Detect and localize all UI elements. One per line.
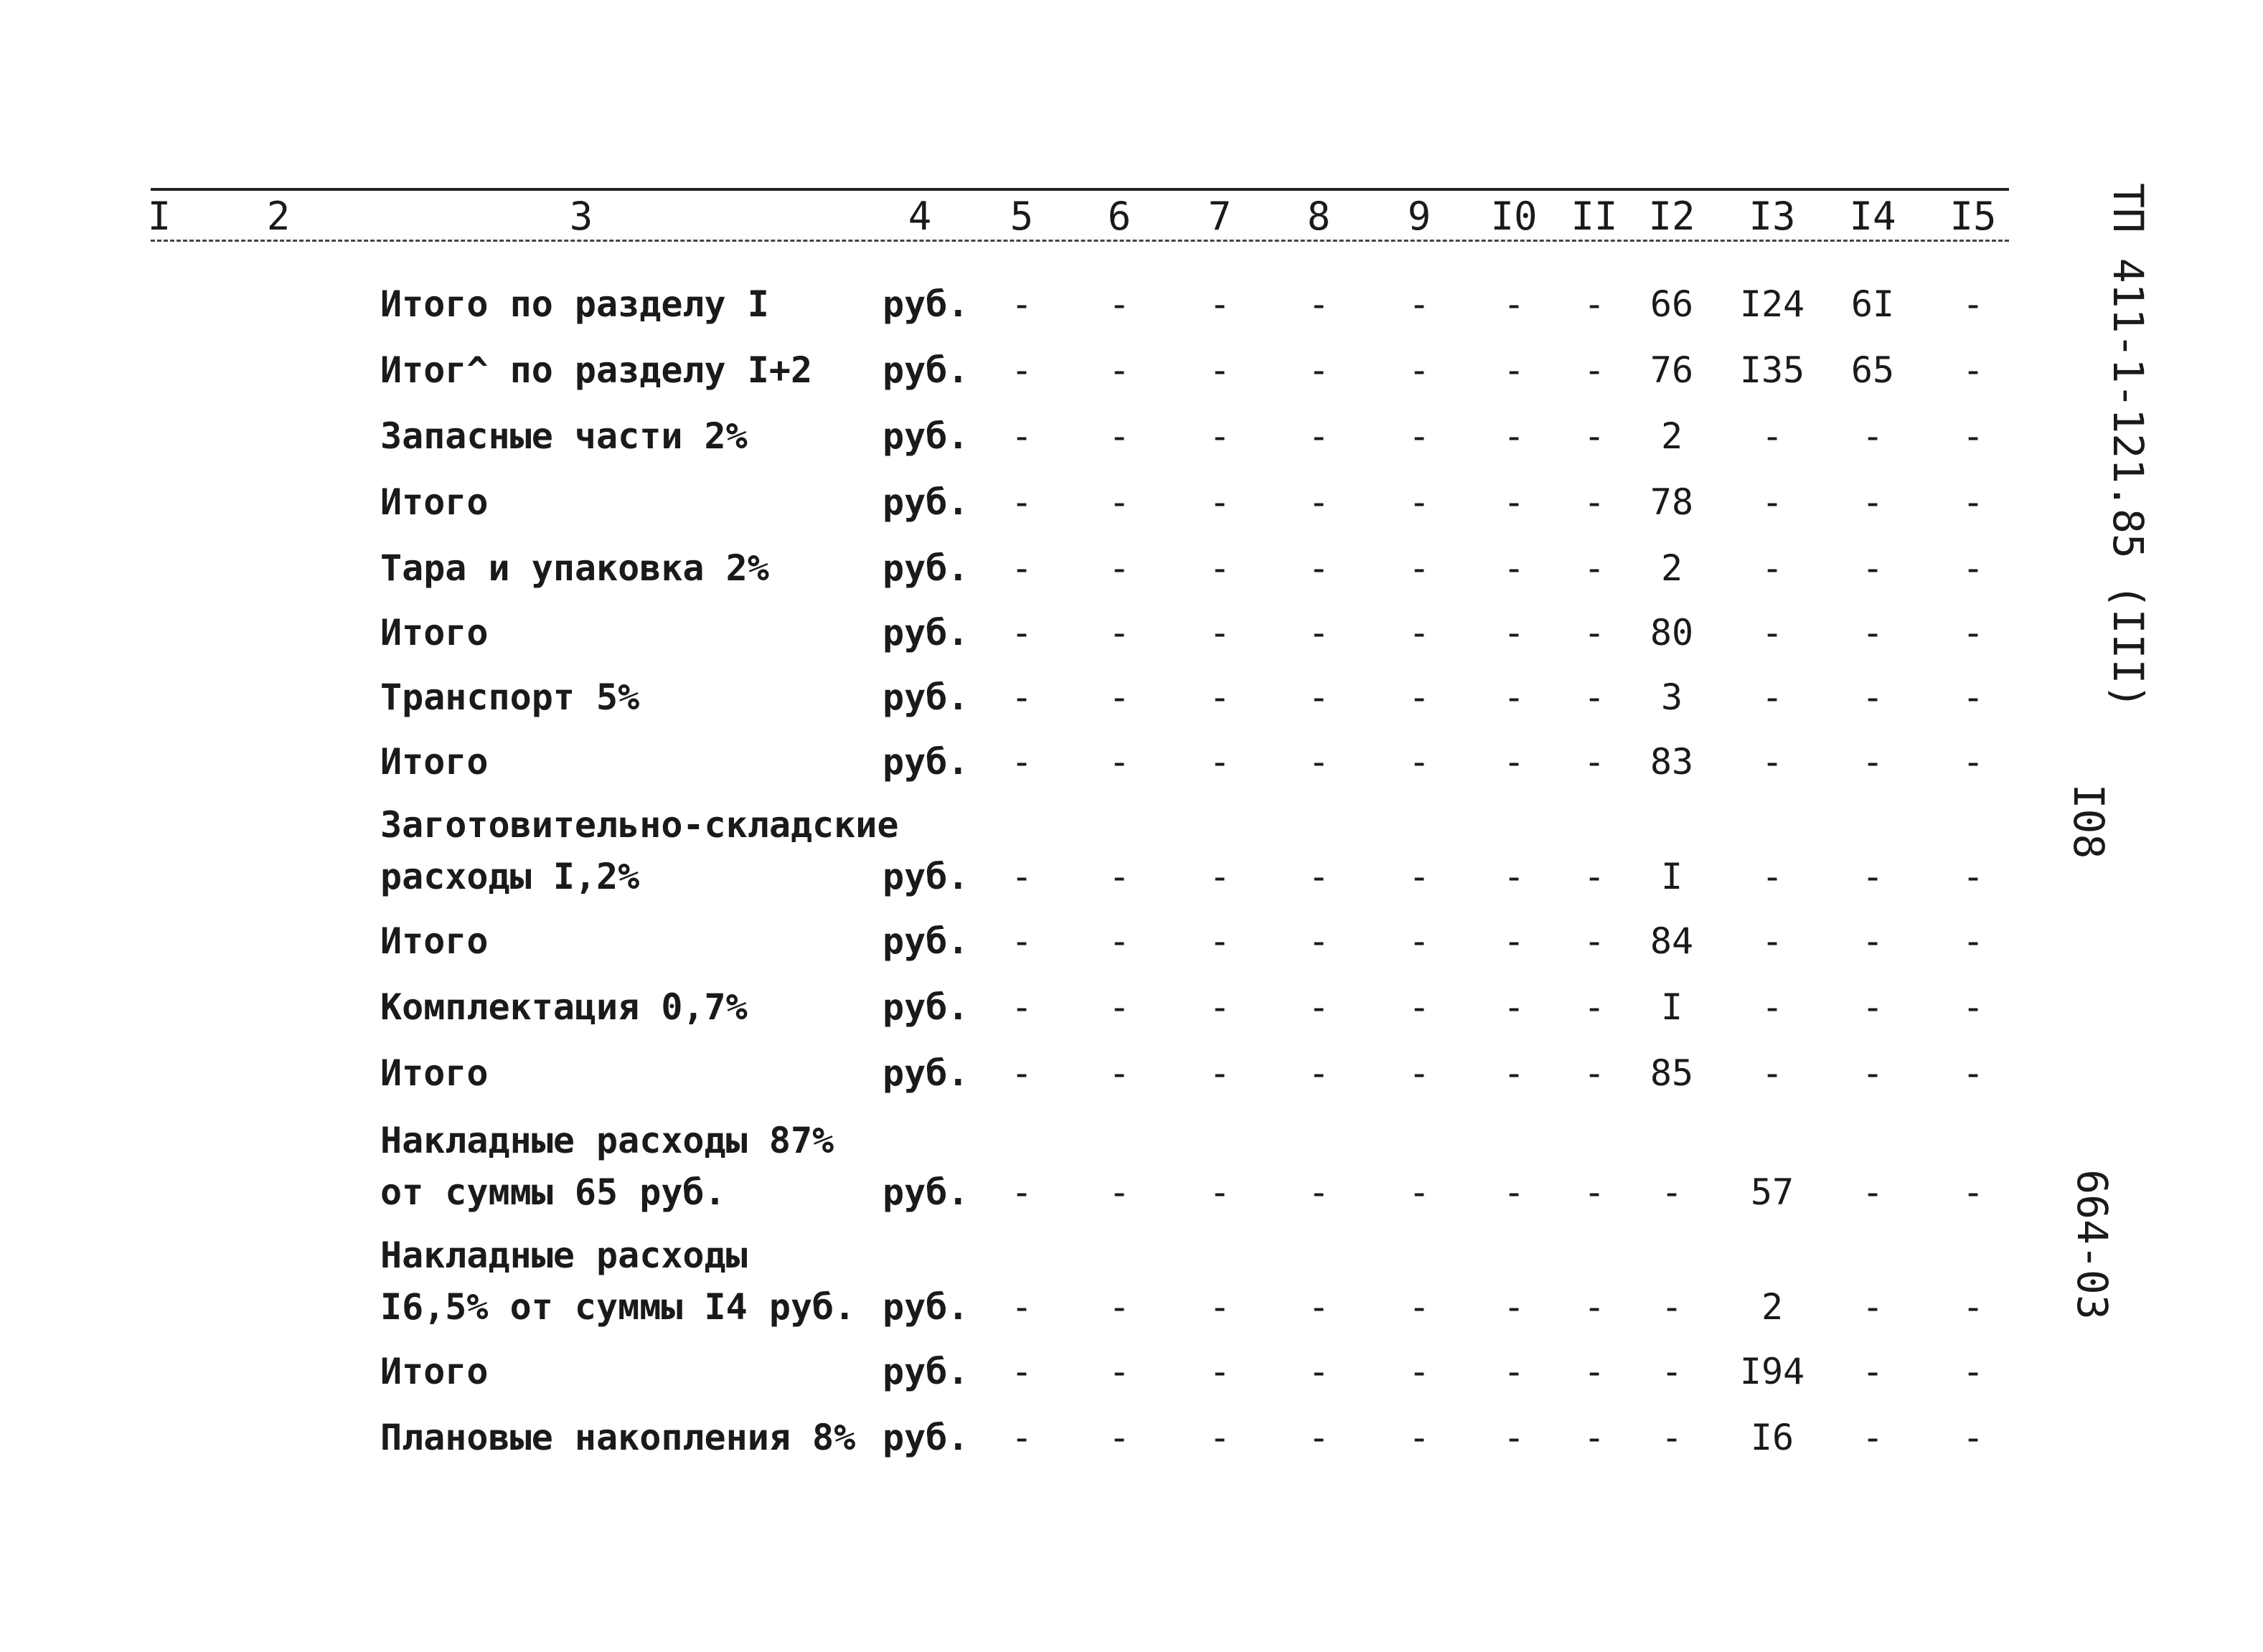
row-value: - [1962, 676, 1985, 718]
row-value: - [1583, 481, 1606, 523]
row-value: - [1307, 415, 1330, 457]
row-value: - [1010, 920, 1033, 962]
column-header: 7 [1208, 194, 1232, 239]
row-value: - [1502, 1417, 1525, 1458]
row-value: 83 [1650, 741, 1694, 783]
row-value: - [1502, 986, 1525, 1028]
row-value: - [1208, 1171, 1231, 1213]
row-label: Накладные расходы 87% [380, 1120, 834, 1161]
row-value: - [1010, 415, 1033, 457]
row-label: Транспорт 5% [380, 676, 640, 718]
row-label: Итого [380, 920, 489, 962]
archive-stamp: 664-03 [2068, 1169, 2117, 1320]
row-value: - [1307, 856, 1330, 897]
row-label: Итог^ по разделу I+2 [380, 349, 813, 391]
row-value: 57 [1750, 1171, 1794, 1213]
row-value: - [1861, 612, 1884, 653]
row-value: - [1861, 676, 1884, 718]
row-value: - [1502, 676, 1525, 718]
row-label: Итого [380, 741, 489, 783]
row-value: - [1208, 1052, 1231, 1094]
row-value: - [1208, 283, 1231, 325]
row-value: - [1408, 1286, 1431, 1328]
row-value: - [1583, 283, 1606, 325]
column-header: I5 [1949, 194, 1997, 239]
row-value: - [1208, 856, 1231, 897]
row-value: - [1861, 481, 1884, 523]
row-value: - [1583, 1417, 1606, 1458]
row-value: - [1010, 856, 1033, 897]
row-value: - [1010, 612, 1033, 653]
row-unit: руб. [883, 1351, 969, 1392]
row-value: - [1861, 415, 1884, 457]
row-value: - [1010, 1351, 1033, 1392]
row-value: - [1502, 1171, 1525, 1213]
row-value: - [1408, 986, 1431, 1028]
row-value: - [1962, 1052, 1985, 1094]
row-value: - [1208, 481, 1231, 523]
row-value: - [1583, 920, 1606, 962]
row-value: - [1861, 986, 1884, 1028]
row-value: - [1108, 676, 1131, 718]
row-value: - [1307, 481, 1330, 523]
row-value: - [1502, 1286, 1525, 1328]
row-value: - [1108, 1417, 1131, 1458]
row-value: - [1408, 612, 1431, 653]
column-header: 9 [1407, 194, 1431, 239]
row-value: - [1408, 547, 1431, 589]
column-header: I0 [1490, 194, 1538, 239]
row-value: - [1208, 986, 1231, 1028]
row-value: - [1010, 986, 1033, 1028]
row-value: - [1502, 1052, 1525, 1094]
row-value: - [1010, 283, 1033, 325]
row-label: Накладные расходы [380, 1235, 748, 1276]
column-header: 6 [1107, 194, 1132, 239]
row-value: - [1861, 1351, 1884, 1392]
row-value: - [1761, 415, 1784, 457]
row-value: - [1408, 920, 1431, 962]
row-value: - [1307, 1171, 1330, 1213]
row-value: - [1502, 283, 1525, 325]
row-unit: руб. [883, 741, 969, 783]
row-value: - [1502, 612, 1525, 653]
row-value: - [1962, 547, 1985, 589]
row-value: - [1208, 612, 1231, 653]
column-header: I3 [1749, 194, 1796, 239]
row-unit: руб. [883, 1052, 969, 1094]
row-unit: руб. [883, 481, 969, 523]
row-unit: руб. [883, 283, 969, 325]
row-value: - [1861, 856, 1884, 897]
row-unit: руб. [883, 415, 969, 457]
row-value: - [1108, 1171, 1131, 1213]
row-value: - [1108, 283, 1131, 325]
row-unit: руб. [883, 1286, 969, 1328]
row-value: - [1208, 741, 1231, 783]
row-value: - [1108, 415, 1131, 457]
row-value: - [1502, 415, 1525, 457]
row-value: - [1408, 1171, 1431, 1213]
row-value: - [1307, 1052, 1330, 1094]
row-value: 66 [1650, 283, 1694, 325]
row-value: - [1861, 1417, 1884, 1458]
row-label: Итого [380, 612, 489, 653]
row-value: - [1761, 986, 1784, 1028]
row-value: - [1962, 856, 1985, 897]
row-value: - [1962, 283, 1985, 325]
row-value: - [1761, 920, 1784, 962]
row-value: - [1583, 1286, 1606, 1328]
row-value: - [1861, 920, 1884, 962]
column-header: I [147, 194, 171, 239]
row-value: - [1208, 676, 1231, 718]
row-value: - [1208, 415, 1231, 457]
row-value: - [1583, 349, 1606, 391]
row-label: Запасные части 2% [380, 415, 748, 457]
row-value: - [1010, 1286, 1033, 1328]
row-value: - [1408, 1417, 1431, 1458]
row-value: - [1761, 856, 1784, 897]
row-value: 76 [1650, 349, 1694, 391]
row-label: Итого по разделу I [380, 283, 769, 325]
row-value: - [1108, 741, 1131, 783]
page-number: I08 [2064, 783, 2113, 859]
row-value: - [1962, 986, 1985, 1028]
row-value: - [1307, 547, 1330, 589]
row-value: 6I [1850, 283, 1895, 325]
row-value: - [1962, 415, 1985, 457]
row-label: расходы I,2% [380, 856, 640, 897]
row-value: - [1010, 1171, 1033, 1213]
row-value: - [1108, 1052, 1131, 1094]
column-header: 5 [1010, 194, 1034, 239]
row-unit: руб. [883, 1417, 969, 1458]
row-value: - [1108, 856, 1131, 897]
row-value: - [1583, 415, 1606, 457]
row-value: - [1307, 986, 1330, 1028]
row-value: - [1010, 741, 1033, 783]
row-value: - [1502, 741, 1525, 783]
document-code: ТП 411-1-121.85 (III) [2104, 183, 2153, 709]
row-value: - [1583, 547, 1606, 589]
row-unit: руб. [883, 547, 969, 589]
row-value: - [1962, 741, 1985, 783]
row-unit: руб. [883, 1171, 969, 1213]
row-value: 85 [1650, 1052, 1694, 1094]
row-value: - [1108, 547, 1131, 589]
row-value: - [1208, 1351, 1231, 1392]
row-value: - [1010, 1052, 1033, 1094]
row-value: - [1861, 1286, 1884, 1328]
row-value: - [1108, 349, 1131, 391]
column-header: 4 [908, 194, 932, 239]
row-value: - [1761, 676, 1784, 718]
row-value: - [1408, 676, 1431, 718]
row-value: - [1408, 856, 1431, 897]
row-value: - [1861, 1052, 1884, 1094]
row-value: 3 [1660, 676, 1683, 718]
row-label: Плановые накопления 8% [380, 1417, 856, 1458]
row-value: - [1761, 481, 1784, 523]
row-value: - [1502, 547, 1525, 589]
column-header: I2 [1648, 194, 1695, 239]
row-value: - [1108, 1351, 1131, 1392]
column-header: 3 [569, 194, 593, 239]
row-value: - [1307, 612, 1330, 653]
row-label: от суммы 65 руб. [380, 1171, 726, 1213]
row-value: - [1583, 856, 1606, 897]
row-value: - [1583, 1351, 1606, 1392]
row-value: 2 [1660, 547, 1683, 589]
row-value: - [1861, 1171, 1884, 1213]
row-value: - [1502, 1351, 1525, 1392]
row-value: - [1962, 481, 1985, 523]
row-value: - [1660, 1417, 1683, 1458]
row-value: I6 [1750, 1417, 1794, 1458]
row-value: - [1307, 920, 1330, 962]
row-value: 80 [1650, 612, 1694, 653]
row-value: - [1208, 547, 1231, 589]
row-value: - [1660, 1351, 1683, 1392]
row-label: Итого [380, 1052, 489, 1094]
row-value: - [1307, 741, 1330, 783]
row-value: - [1307, 1351, 1330, 1392]
row-value: - [1761, 1052, 1784, 1094]
row-value: I35 [1739, 349, 1805, 391]
row-value: - [1307, 283, 1330, 325]
row-value: - [1502, 481, 1525, 523]
table-header-rule [151, 240, 2009, 242]
row-value: - [1208, 920, 1231, 962]
row-value: - [1761, 547, 1784, 589]
row-value: - [1962, 612, 1985, 653]
column-header: I4 [1849, 194, 1896, 239]
row-value: - [1108, 1286, 1131, 1328]
row-value: - [1208, 1417, 1231, 1458]
row-label: Итого [380, 1351, 489, 1392]
row-value: - [1962, 1171, 1985, 1213]
row-value: - [1408, 349, 1431, 391]
row-value: I24 [1739, 283, 1805, 325]
column-header: 8 [1307, 194, 1331, 239]
row-value: - [1208, 349, 1231, 391]
column-header: II [1571, 194, 1618, 239]
row-value: 78 [1650, 481, 1694, 523]
row-value: - [1408, 741, 1431, 783]
row-value: - [1502, 349, 1525, 391]
row-value: - [1861, 547, 1884, 589]
row-value: - [1583, 986, 1606, 1028]
row-value: - [1010, 349, 1033, 391]
row-value: - [1962, 1417, 1985, 1458]
row-label: Тара и упаковка 2% [380, 547, 769, 589]
row-unit: руб. [883, 612, 969, 653]
row-value: - [1108, 481, 1131, 523]
row-label: Заготовительно-складские [380, 804, 899, 846]
row-value: - [1010, 481, 1033, 523]
row-unit: руб. [883, 349, 969, 391]
row-unit: руб. [883, 920, 969, 962]
row-label: Комплектация 0,7% [380, 986, 748, 1028]
row-value: - [1761, 741, 1784, 783]
row-value: - [1502, 856, 1525, 897]
row-value: - [1408, 283, 1431, 325]
row-value: I [1660, 986, 1683, 1028]
row-value: 84 [1650, 920, 1694, 962]
row-unit: руб. [883, 986, 969, 1028]
row-value: - [1583, 1052, 1606, 1094]
row-value: - [1208, 1286, 1231, 1328]
column-header: 2 [266, 194, 291, 239]
row-value: - [1108, 612, 1131, 653]
row-value: I [1660, 856, 1683, 897]
row-value: - [1962, 1286, 1985, 1328]
row-value: - [1010, 676, 1033, 718]
row-value: I94 [1739, 1351, 1805, 1392]
row-value: - [1307, 1417, 1330, 1458]
row-value: - [1962, 349, 1985, 391]
row-value: - [1583, 676, 1606, 718]
row-value: - [1408, 481, 1431, 523]
table-top-rule [151, 188, 2009, 191]
row-unit: руб. [883, 676, 969, 718]
row-value: 65 [1850, 349, 1895, 391]
row-value: - [1761, 612, 1784, 653]
row-value: - [1307, 676, 1330, 718]
row-value: - [1010, 547, 1033, 589]
row-value: - [1962, 920, 1985, 962]
row-value: - [1583, 741, 1606, 783]
row-unit: руб. [883, 856, 969, 897]
row-value: - [1502, 920, 1525, 962]
row-value: - [1660, 1171, 1683, 1213]
row-value: - [1583, 1171, 1606, 1213]
row-value: - [1408, 1351, 1431, 1392]
row-label: I6,5% от суммы I4 руб. [380, 1286, 856, 1328]
row-value: - [1408, 415, 1431, 457]
row-value: 2 [1660, 415, 1683, 457]
row-value: - [1583, 612, 1606, 653]
row-value: - [1660, 1286, 1683, 1328]
row-value: - [1108, 986, 1131, 1028]
row-value: - [1307, 349, 1330, 391]
row-value: - [1408, 1052, 1431, 1094]
row-label: Итого [380, 481, 489, 523]
row-value: 2 [1761, 1286, 1784, 1328]
row-value: - [1962, 1351, 1985, 1392]
row-value: - [1861, 741, 1884, 783]
row-value: - [1108, 920, 1131, 962]
row-value: - [1307, 1286, 1330, 1328]
row-value: - [1010, 1417, 1033, 1458]
